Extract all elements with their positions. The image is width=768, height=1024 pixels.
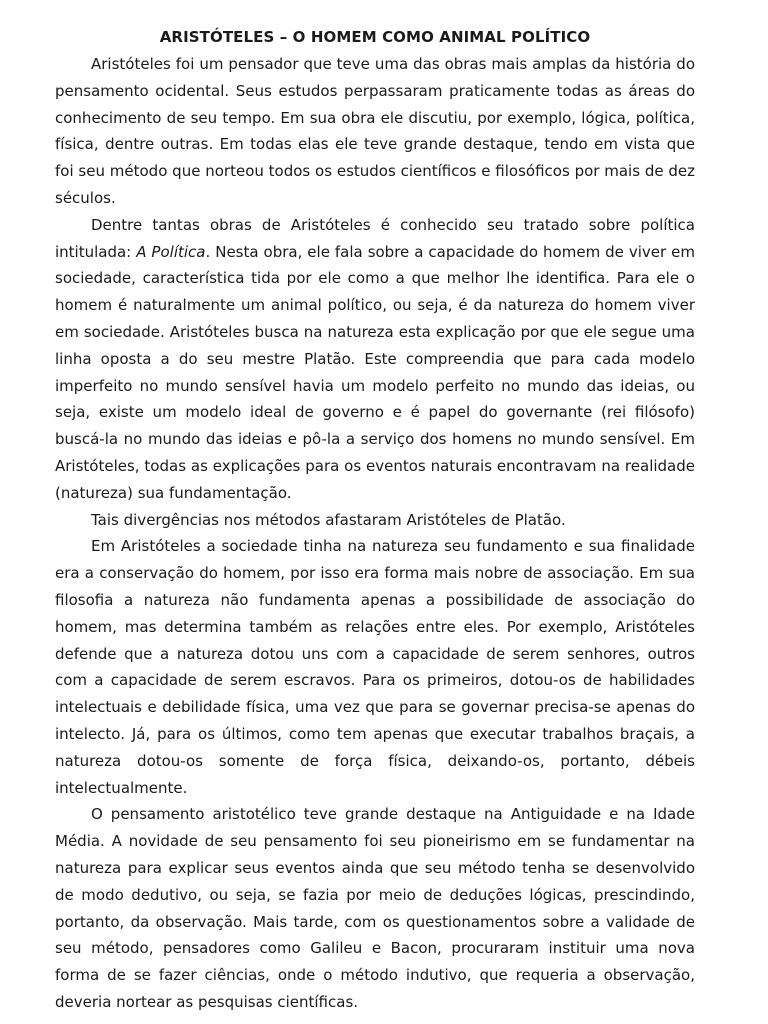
book-title-italic: A Política — [136, 242, 206, 261]
paragraph-4: Em Aristóteles a sociedade tinha na natureza seu fundamento e sua finalidade era a conservação do homem, por isso era forma mais nobre de associação. Em sua filosofia a natureza não fundamenta apenas a possibilidade de associação do homem, mas determina também as relações entre eles. Por exemplo, Aristóteles defende que a natureza dotou uns com a capacidade de serem senhores, outros com a capacidade de serem escravos. Para os primeiros, dotou-os de habilidades intelectuais e debilidade física, uma vez que para se governar precisa-se apenas do intelecto. Já, para os últimos, como tem apenas que executar trabalhos braçais, a natureza dotou-os somente de força física, deixando-os, portanto, débeis intelectualmente. — [55, 537, 695, 797]
paragraph-2-after: . Nesta obra, ele fala sobre a capacidade do homem de viver em sociedade, característica tida por ele como a que melhor lhe identifica. Para ele o homem é naturalmente um animal político, ou seja, é da natureza do homem viver em sociedade. Aristóteles busca na natureza esta explicação por que ele segue uma linha oposta a do seu mestre Platão. Este compreendia que para cada modelo imperfeito no mundo sensível havia um modelo perfeito no mundo das ideias, ou seja, existe um modelo ideal de governo e é papel do governante (rei filósofo) buscá-la no mundo das ideias e pô-la a serviço dos homens no mundo sensível. Em Aristóteles, todas as explicações para os eventos naturais encontravam na realidade (natureza) sua fundamentação. — [55, 242, 695, 502]
paragraph-5: O pensamento aristotélico teve grande destaque na Antiguidade e na Idade Média. A novidade de seu pensamento foi seu pioneirismo em se fundamentar na natureza para explicar seus eventos ainda que seu método tenha se desenvolvido de modo dedutivo, ou seja, se fazia por meio de deduções lógicas, prescindindo, portanto, da observação. Mais tarde, com os questionamentos sobre a validade de seu método, pensadores como Galileu e Bacon, procuraram instituir uma nova forma de se fazer ciências, onde o método indutivo, que requeria a observação, deveria nortear as pesquisas científicas. — [55, 805, 695, 1011]
document-page — [55, 24, 695, 1016]
document-title: ARISTÓTELES – O HOMEM COMO ANIMAL POLÍTICO — [159, 28, 591, 46]
paragraph-1: Aristóteles foi um pensador que teve uma das obras mais amplas da história do pensamento ocidental. Seus estudos perpassaram praticamente todas as áreas do conhecimento de seu tempo. Em sua obra ele discutiu, por exemplo, lógica, política, física, dentre outras. Em todas elas ele teve grande destaque, tendo em vista que foi seu método que norteou todos os estudos científicos e filosóficos por mais de dez séculos. — [55, 55, 695, 207]
paragraph-2 — [55, 212, 695, 507]
paragraph-2-before: Dentre tantas obras de Aristóteles é conhecido seu tratado sobre política intitulada: — [55, 215, 695, 261]
paragraph-3: Tais divergências nos métodos afastaram Aristóteles de Platão. — [91, 510, 566, 529]
